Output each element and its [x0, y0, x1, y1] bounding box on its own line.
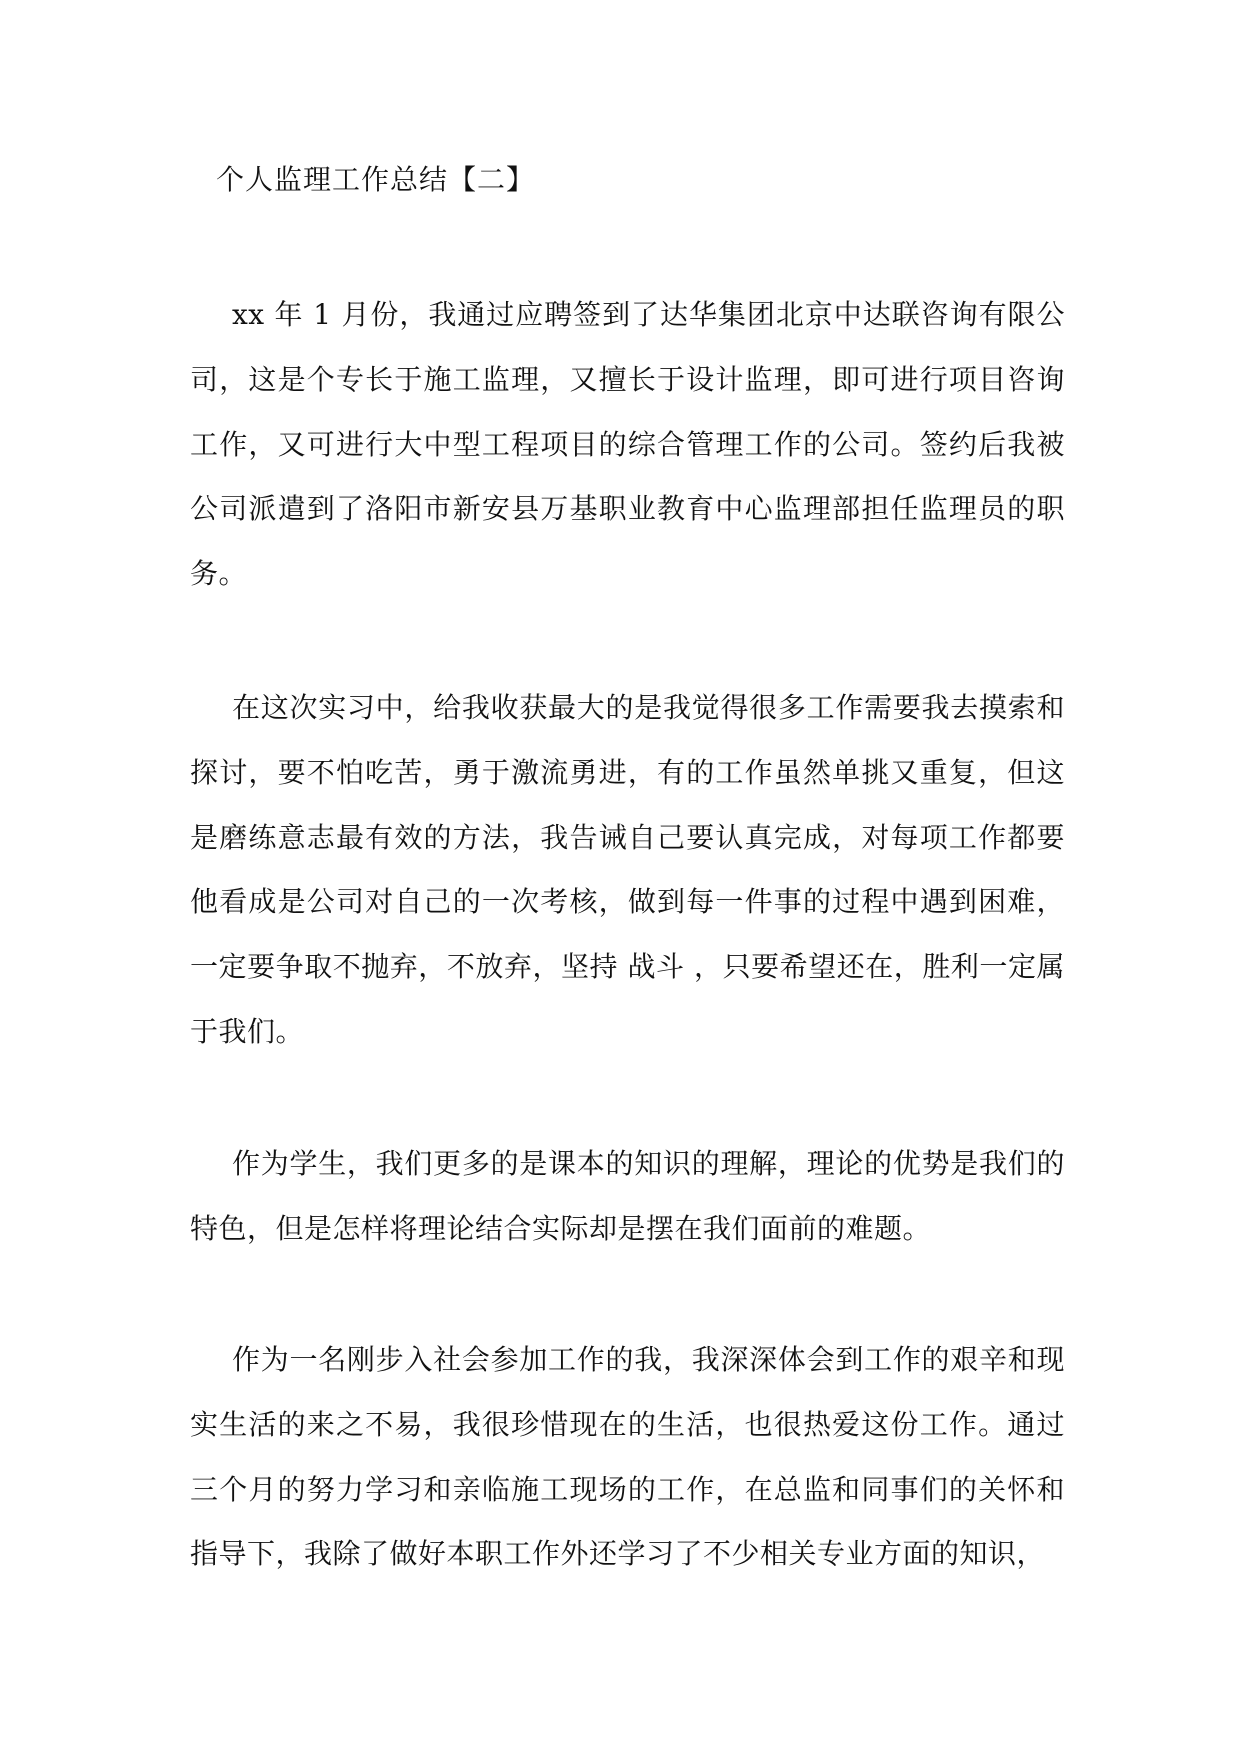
- document-title: 个人监理工作总结【二】: [216, 163, 536, 196]
- paragraph-2: 在这次实习中，给我收获最大的是我觉得很多工作需要我去摸索和探讨，要不怕吃苦，勇于激流勇进，有的工作虽然单挑又重复，但这是磨练意志最有效的方法，我告诫自己要认真完成，对每项工作都要他看成是公司对自己的一次考核，做到每一件事的过程中遇到困难，一定要争取不抛弃，不放弃，坚持 战斗 ，只要希望还在，胜利一定属于我们。: [190, 691, 1065, 1048]
- paragraph-1: xx 年 1 月份，我通过应聘签到了达华集团北京中达联咨询有限公司，这是个专长于施工监理，又擅长于设计监理，即可进行项目咨询工作，又可进行大中型工程项目的综合管理工作的公司。签约后我被公司派遣到了洛阳市新安县万基职业教育中心监理部担任监理员的职务。: [190, 298, 1065, 591]
- paragraph-3: 作为学生，我们更多的是课本的知识的理解，理论的优势是我们的特色，但是怎样将理论结合实际却是摆在我们面前的难题。: [190, 1147, 1065, 1245]
- paragraph-4: 作为一名刚步入社会参加工作的我，我深深体会到工作的艰辛和现实生活的来之不易，我很珍惜现在的生活，也很热爱这份工作。通过三个月的努力学习和亲临施工现场的工作，在总监和同事们的关怀和指导下，我除了做好本职工作外还学习了不少相关专业方面的知识，: [190, 1343, 1065, 1571]
